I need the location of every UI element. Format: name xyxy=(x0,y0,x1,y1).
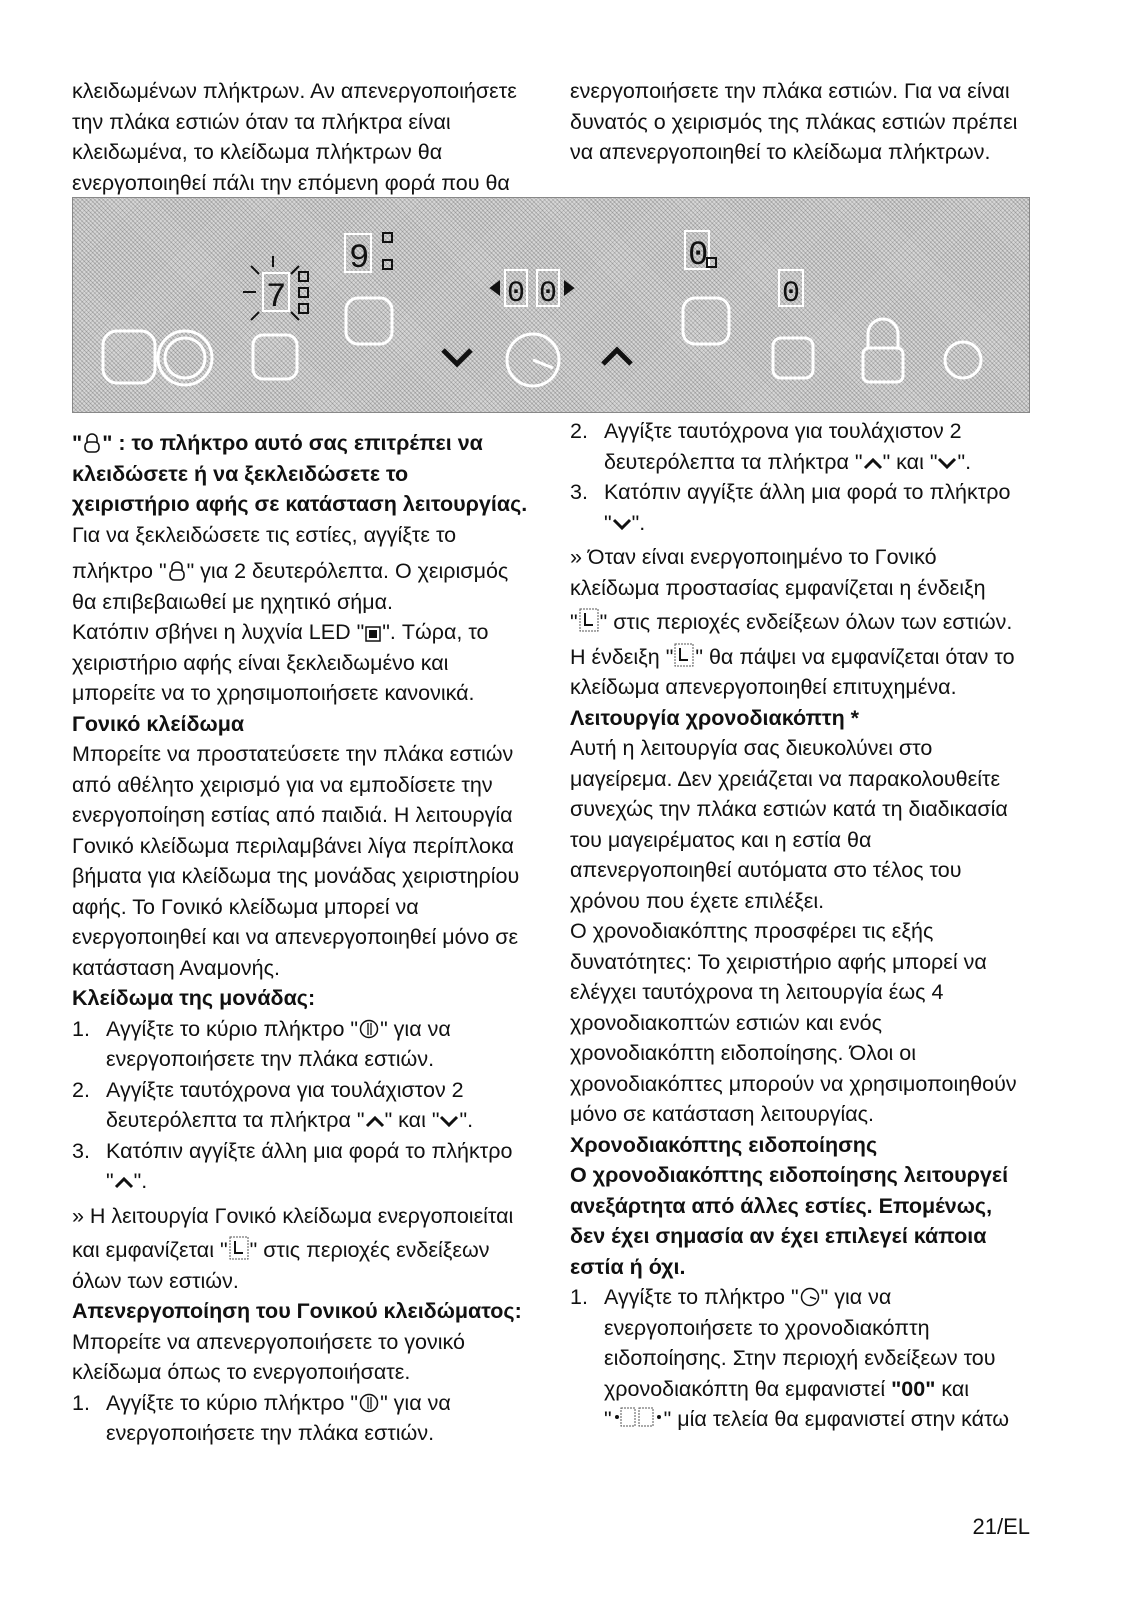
text-line: Ο χρονοδιακόπτης ειδοποίησης λειτουργεί xyxy=(570,1163,1009,1187)
text-line: μπορείτε να το χρησιμοποιήσετε κανονικά. xyxy=(72,681,475,705)
led-icon xyxy=(365,626,381,642)
text-line: ενεργοποιηθεί και να απενεργοποιηθεί μόνο σε xyxy=(72,925,519,949)
top-left-text xyxy=(72,76,542,198)
text-line: Ο χρονοδιακόπτης προσφέρει τις εξής xyxy=(570,919,934,943)
text-line: κλείδωμα απενεργοποιηθεί επιτυχημένα. xyxy=(570,675,957,699)
text-line: ενεργοποιήσετε την πλάκα εστιών. Για να είναι xyxy=(570,79,1010,103)
list-text xyxy=(604,1282,891,1313)
timer-display-icon xyxy=(613,1405,663,1429)
list-number: 2. xyxy=(570,419,588,443)
text-line: χρονοδιακοπτών εστιών και ενός xyxy=(570,1010,882,1035)
timer-icon xyxy=(800,1287,820,1307)
section-heading: Απενεργοποίηση του Γονικού κλειδώματος: xyxy=(72,1299,522,1323)
text-line xyxy=(72,1105,552,1136)
text-line: κλείδωμα προστασίας εμφανίζεται η ένδειξη xyxy=(570,575,986,600)
list-item xyxy=(72,1075,552,1106)
text-span: ". xyxy=(133,1169,148,1193)
top-right-text xyxy=(570,76,1040,168)
list-number: 1. xyxy=(72,1390,90,1415)
list-text: Αγγίξτε ταυτόχρονα για τουλάχιστον 2 xyxy=(604,419,962,443)
text-span: δευτερόλεπτα τα πλήκτρα " xyxy=(106,1108,365,1132)
list-item xyxy=(570,1282,1040,1313)
text-span: " για να xyxy=(380,1016,451,1041)
text-span: και xyxy=(935,1376,970,1401)
text-line: ενεργοποιηθεί πάλι την επόμενη φορά που θα xyxy=(72,170,510,195)
lock-key-icon xyxy=(773,338,813,378)
text-span: και εμφανίζεται " xyxy=(72,1238,228,1262)
text-span: "00" xyxy=(891,1376,936,1401)
page-number: 21/EL xyxy=(972,1514,1030,1539)
text-span: " για 2 δευτερόλεπτα. Ο χειρισμός xyxy=(186,559,509,583)
text-line: μαγείρεμα. Δεν χρειάζεται να παρακολουθείτε xyxy=(570,766,1001,791)
list-number: 1. xyxy=(72,1016,90,1041)
chevron-down-icon xyxy=(439,1112,459,1130)
text-line xyxy=(72,617,552,648)
lock-display-icon xyxy=(229,1236,249,1260)
text-line: κατάσταση Αναμονής. xyxy=(72,955,280,980)
chevron-up-icon xyxy=(863,454,883,472)
text-span: " για να xyxy=(820,1285,892,1309)
lock-key-icon xyxy=(168,561,186,581)
list-text: Κατόπιν αγγίξτε άλλη μια φορά το πλήκτρο xyxy=(604,480,1011,504)
text-line: συνεχώς την πλάκα εστιών κατά τη διαδικασία xyxy=(570,797,1008,821)
text-line: ενεργοποιήσετε την πλάκα εστιών. xyxy=(106,1421,435,1445)
text-line: την πλάκα εστιών όταν τα πλήκτρα είναι xyxy=(72,109,451,134)
section-heading: Κλείδωμα της μονάδας: xyxy=(72,986,316,1010)
text-span: " και " xyxy=(882,449,938,474)
list-number: 2. xyxy=(72,1077,90,1102)
zone-key-icon xyxy=(346,298,392,344)
text-span: χρονοδιακόπτη θα εμφανιστεί xyxy=(604,1376,892,1401)
text-line: μόνο σε κατάσταση λειτουργίας. xyxy=(570,1102,875,1126)
text-line: ενεργοποιήσετε την πλάκα εστιών. xyxy=(106,1047,435,1071)
zone-key-icon xyxy=(683,298,729,344)
text-span: " xyxy=(604,510,612,535)
chevron-up-icon xyxy=(603,350,631,364)
panel-digit: 0 xyxy=(688,237,709,275)
panel-drawing xyxy=(73,198,1031,414)
text-line: ειδοποίησης. Στην περιοχή ενδείξεων του xyxy=(604,1346,996,1370)
text-span: Αγγίξτε το πλήκτρο " xyxy=(604,1285,799,1309)
text-span: ". xyxy=(631,510,646,535)
list-text xyxy=(106,1388,451,1419)
text-line: από αθέλητο χειρισμό για να εμποδίσετε την xyxy=(72,772,493,797)
text-span: " θα πάψει να εμφανίζεται όταν το xyxy=(695,644,1015,669)
text-line: θα επιβεβαιωθεί με ηχητικό σήμα. xyxy=(72,589,394,614)
lock-intro-text: " : το πλήκτρο αυτό σας επιτρέπει να xyxy=(102,431,483,455)
text-line: ενεργοποίηση εστίας από παιδιά. Η λειτουργία xyxy=(72,803,513,827)
text-line xyxy=(570,447,1040,478)
chevron-down-icon xyxy=(443,350,471,364)
zone-key-icon xyxy=(103,331,155,383)
list-text: Αγγίξτε ταυτόχρονα για τουλάχιστον 2 xyxy=(106,1077,464,1102)
text-line: χρονοδιακόπτες μπορούν να χρησιμοποιηθούν xyxy=(570,1071,1017,1096)
text-span: " στις περιοχές ενδείξεων όλων των εστιών. xyxy=(599,610,1013,634)
lock-display-icon xyxy=(579,608,599,632)
list-item xyxy=(570,416,1040,447)
text-line xyxy=(570,642,1040,673)
text-span: " στις περιοχές ενδείξεων xyxy=(249,1238,490,1262)
text-line: ελέγχει ταυτόχρονα τη λειτουργία έως 4 xyxy=(570,980,944,1004)
text-span: πλήκτρο " xyxy=(72,559,167,583)
text-line: δυνατός ο χειρισμός της πλάκας εστιών πρέπει xyxy=(570,109,1018,134)
text-line: κλειδώσετε ή να ξεκλειδώσετε το xyxy=(72,461,409,486)
panel-digit: 0 xyxy=(539,277,558,311)
text-line: βήματα για κλείδωμα της μονάδας χειριστηρίου xyxy=(72,864,520,888)
text-line: του μαγειρέματος και η εστία θα xyxy=(570,827,872,852)
panel-digit: 0 xyxy=(507,277,526,311)
section-heading: Γονικό κλείδωμα xyxy=(72,711,245,736)
section-heading: Χρονοδιακόπτης ειδοποίησης xyxy=(570,1132,878,1157)
power-icon xyxy=(359,1019,379,1039)
text-line: αφής. Το Γονικό κλείδωμα μπορεί να xyxy=(72,894,419,919)
text-line: Γονικό κλείδωμα περιλαμβάνει λίγα περίπλοκα xyxy=(72,833,514,858)
text-line xyxy=(570,607,1040,638)
panel-digit: 7 xyxy=(266,279,287,317)
lock-display-icon xyxy=(674,643,694,667)
text-line: εστία ή όχι. xyxy=(570,1254,686,1279)
text-line: Μπορείτε να απενεργοποιήσετε το γονικό xyxy=(72,1329,465,1354)
text-line: » Όταν είναι ενεργοποιημένο το Γονικό xyxy=(570,545,937,569)
text-line: κλείδωμα όπως το ενεργοποιήσατε. xyxy=(72,1360,411,1384)
text-line: δεν έχει σημασία αν έχει επιλεγεί κάποια xyxy=(570,1224,987,1248)
text-span: Αγγίξτε το κύριο πλήκτρο " xyxy=(106,1016,359,1041)
right-column xyxy=(570,416,1040,1435)
text-span: Κατόπιν σβήνει η λυχνία LED " xyxy=(72,620,365,644)
power-icon xyxy=(359,1393,379,1413)
list-item xyxy=(72,1136,552,1167)
padlock-icon xyxy=(868,319,898,348)
text-line: ενεργοποιήσετε το χρονοδιακόπτη xyxy=(604,1315,930,1340)
text-span: " xyxy=(106,1169,114,1193)
panel-digit: 0 xyxy=(782,277,801,311)
list-item xyxy=(72,1388,552,1419)
chevron-down-icon xyxy=(612,515,632,533)
panel-digit: 9 xyxy=(349,240,370,278)
text-line xyxy=(570,508,1040,539)
text-span: ". Τώρα, το xyxy=(382,620,489,644)
text-span: δευτερόλεπτα τα πλήκτρα " xyxy=(604,449,863,474)
list-item xyxy=(570,477,1040,508)
text-span: " για να xyxy=(380,1390,451,1415)
left-column xyxy=(72,428,552,1449)
text-line: χρόνου που έχετε επιλέξει. xyxy=(570,888,825,913)
text-line: χειριστήριο αφής είναι ξεκλειδωμένο και xyxy=(72,650,449,675)
text-span: " και " xyxy=(384,1108,440,1132)
text-line: κλειδωμένα, το κλείδωμα πλήκτρων θα xyxy=(72,140,443,164)
list-number: 3. xyxy=(570,480,588,504)
text-line: δυνατότητες: Το χειριστήριο αφής μπορεί να xyxy=(570,949,987,974)
power-icon xyxy=(945,342,981,378)
text-line xyxy=(72,556,552,587)
lock-key-icon xyxy=(83,433,101,453)
text-line xyxy=(72,1235,552,1266)
text-line: χρονοδιακόπτη ειδοποίησης. Όλοι οι xyxy=(570,1041,917,1065)
touch-control-panel-illustration xyxy=(72,197,1030,413)
text-span: ". xyxy=(459,1108,474,1132)
text-line xyxy=(570,1404,1040,1435)
lock-intro: " " : το πλήκτρο αυτό σας επιτρέπει να xyxy=(72,431,483,455)
text-line: » Η λειτουργία Γονικό κλείδωμα ενεργοποιείται xyxy=(72,1203,514,1228)
text-line: ανεξάρτητα από άλλες εστίες. Επομένως, xyxy=(570,1193,993,1218)
text-span: " μία τελεία θα εμφανιστεί στην κάτω xyxy=(663,1407,1010,1431)
text-line: χειριστήριο αφής σε κατάσταση λειτουργίας. xyxy=(72,492,528,516)
text-line: Αυτή η λειτουργία σας διευκολύνει στο xyxy=(570,736,933,760)
text-span: Η ένδειξη " xyxy=(570,644,674,669)
list-text xyxy=(106,1014,451,1045)
text-line: Για να ξεκλειδώσετε τις εστίες, αγγίξτε το xyxy=(72,522,457,547)
section-heading: Λειτουργία χρονοδιακόπτη * xyxy=(570,705,860,730)
list-number: 1. xyxy=(570,1285,588,1309)
text-line: κλειδωμένων πλήκτρων. Αν απενεργοποιήσετε xyxy=(72,79,517,103)
list-item xyxy=(72,1014,552,1045)
list-text: Κατόπιν αγγίξτε άλλη μια φορά το πλήκτρο xyxy=(106,1138,513,1163)
zone-key-icon xyxy=(253,335,297,379)
chevron-up-icon xyxy=(114,1173,134,1191)
text-line: όλων των εστιών. xyxy=(72,1268,239,1293)
chevron-down-icon xyxy=(937,454,957,472)
text-line: να απενεργοποιηθεί το κλείδωμα πλήκτρων. xyxy=(570,140,991,164)
text-span: ". xyxy=(957,449,972,474)
text-span: Αγγίξτε το κύριο πλήκτρο " xyxy=(106,1390,359,1415)
text-span: " xyxy=(604,1407,612,1431)
text-line xyxy=(72,1166,552,1197)
text-line: απενεργοποιηθεί αυτόματα στο τέλος του xyxy=(570,858,962,882)
text-span: " xyxy=(570,610,578,634)
list-number: 3. xyxy=(72,1138,90,1163)
chevron-up-icon xyxy=(365,1112,385,1130)
text-line: Μπορείτε να προστατεύσετε την πλάκα εστιών xyxy=(72,742,514,766)
text-line xyxy=(570,1374,1040,1405)
